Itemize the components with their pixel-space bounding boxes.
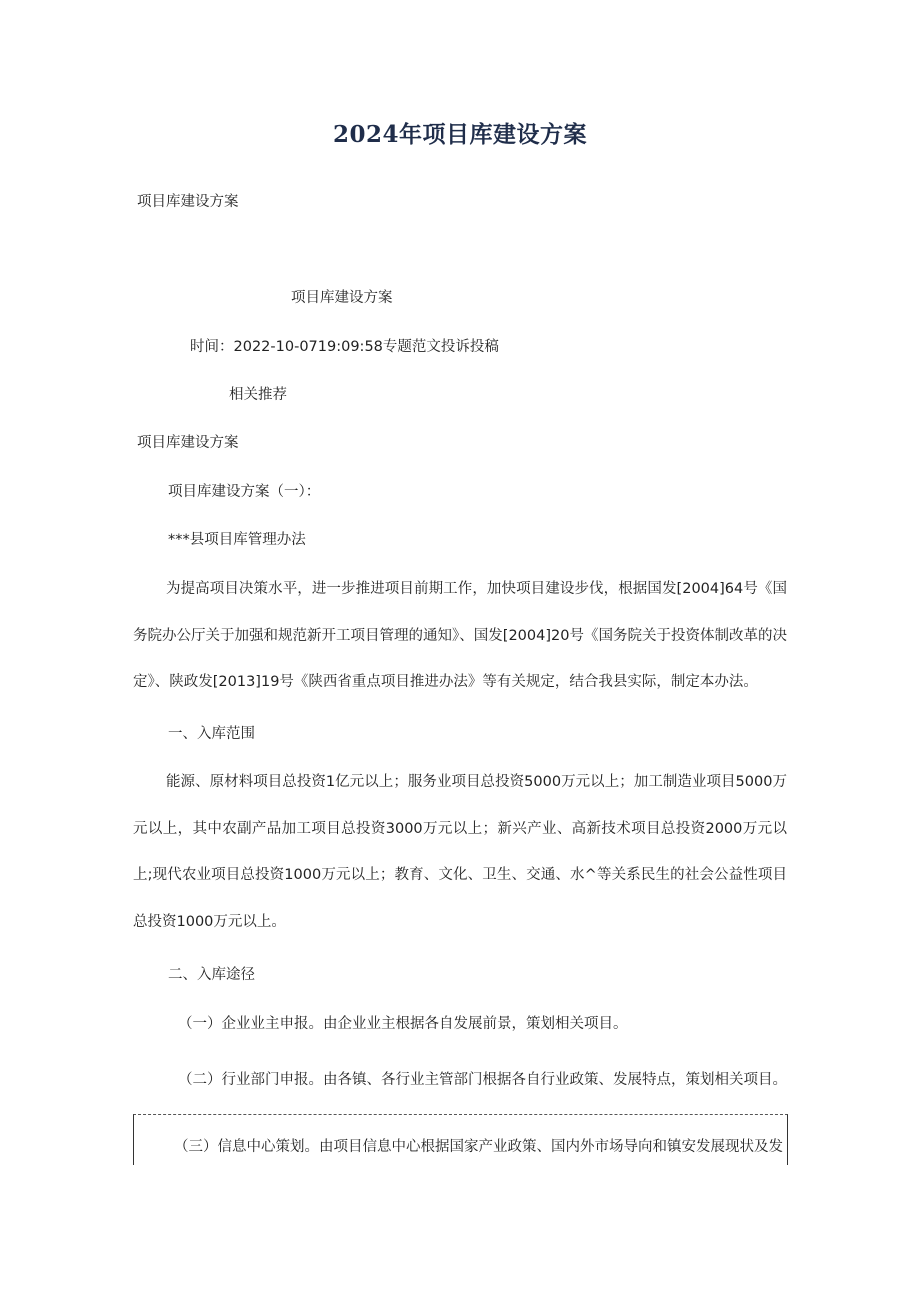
- section-heading: 项目库建设方案: [137, 435, 239, 451]
- route-item-2: （二）行业部门申报。由各镇、各行业主管部门根据各自行业政策、发展特点，策划相关项目。: [178, 1072, 787, 1088]
- intro-paragraph: 为提高项目决策水平，进一步推进项目前期工作，加快项目建设步伐，根据国发[2004]64号《国务院办公厅关于加强和规范新开工项目管理的通知》、国发[2004]20号《国务院关于投资体制改革的决定》、陕政发[2013]19号《陕西省重点项目推进办法》等有关规定，结合我县实际，制定本办法。: [133, 581, 787, 690]
- scope-paragraph: 能源、原材料项目总投资1亿元以上；服务业项目总投资5000万元以上；加工制造业项目5000万元以上，其中农副产品加工项目总投资3000万元以上；新兴产业、高新技术项目总投资2000万元以上;现代农业项目总投资1000万元以上；教育、文化、卫生、交通、水^等关系民生的社会公益性项目总投资1000万元以上。: [133, 774, 787, 930]
- meta-line: 时间：2022-10-0719:09:58专题范文投诉投稿: [190, 339, 499, 355]
- centered-heading: 项目库建设方案: [291, 290, 393, 306]
- document-title: 2024年项目库建设方案: [332, 121, 587, 148]
- section1-heading: 一、入库范围: [168, 726, 255, 742]
- rule-title: ***县项目库管理办法: [168, 532, 306, 548]
- route-item-3: （三）信息中心策划。由项目信息中心根据国家产业政策、国内外市场导向和镇安发展现状及发: [174, 1139, 783, 1155]
- route-item-1: （一）企业业主申报。由企业业主根据各自发展前景，策划相关项目。: [178, 1016, 628, 1032]
- part-heading: 项目库建设方案（一）：: [168, 484, 321, 500]
- section2-heading: 二、入库途径: [168, 967, 255, 983]
- related-recommendations: 相关推荐: [229, 387, 287, 403]
- document-subtitle: 项目库建设方案: [137, 194, 239, 210]
